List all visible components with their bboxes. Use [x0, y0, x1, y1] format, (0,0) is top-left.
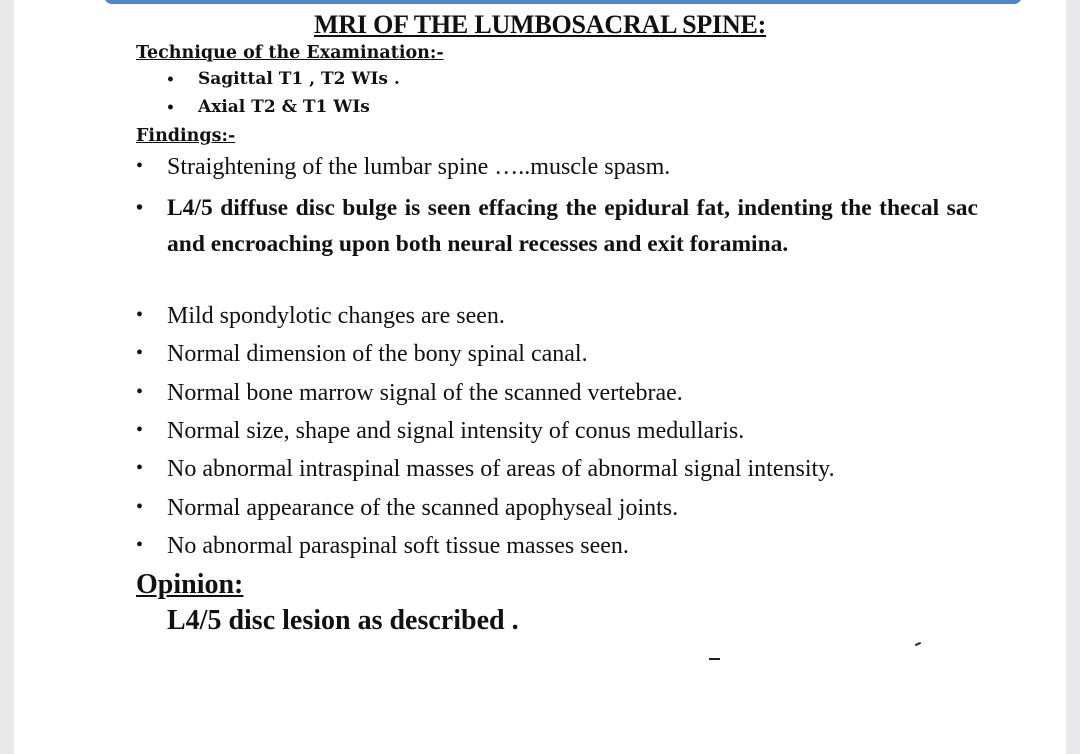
report-title: MRI OF THE LUMBOSACRAL SPINE:	[314, 10, 767, 39]
list-item	[166, 97, 370, 117]
opinion-text: L4/5 disc lesion as described .	[167, 605, 519, 636]
document-page	[14, 0, 1066, 754]
list-item-text: Normal bone marrow signal of the scanned vertebrae.	[167, 380, 683, 406]
list-item-text: L4/5 diffuse disc bulge is seen effacing the epidural fat, indenting the thecal sac and encroaching upon both neural recesses and exit foramina.	[167, 195, 978, 257]
bullet-icon: •	[136, 342, 144, 364]
bullet-icon: •	[136, 419, 144, 441]
list-item	[136, 533, 629, 560]
list-item	[136, 456, 835, 483]
bullet-icon: •	[136, 304, 144, 326]
bullet-icon: •	[166, 72, 175, 88]
list-item	[136, 303, 505, 330]
bullet-icon: •	[136, 534, 144, 556]
list-item-text: Normal dimension of the bony spinal canal.	[167, 341, 588, 367]
list-item-text: Mild spondylotic changes are seen.	[167, 303, 505, 329]
list-item-text: Axial T2 & T1 WIs	[198, 97, 370, 117]
list-item-text: Normal size, shape and signal intensity of conus medullaris.	[167, 418, 745, 444]
list-item	[136, 154, 670, 181]
list-item-text: No abnormal paraspinal soft tissue masses seen.	[167, 533, 629, 559]
stray-mark	[709, 658, 720, 660]
opinion-label: Opinion:	[136, 569, 244, 600]
bullet-icon: •	[136, 155, 144, 177]
list-item	[136, 380, 683, 407]
list-item-text: Straightening of the lumbar spine …..muscle spasm.	[167, 154, 671, 180]
list-item	[166, 69, 400, 89]
bullet-icon: •	[136, 381, 144, 403]
list-item	[136, 418, 744, 445]
list-item	[136, 495, 678, 522]
bullet-icon: •	[166, 100, 175, 116]
stray-mark	[915, 642, 921, 646]
bullet-icon: •	[136, 496, 144, 518]
findings-label: Findings:-	[136, 126, 236, 146]
viewer-top-bar	[104, 0, 1022, 4]
bullet-icon: •	[136, 197, 144, 219]
technique-label: Technique of the Examination:-	[136, 43, 444, 63]
list-item	[136, 341, 588, 368]
bullet-icon: •	[136, 457, 144, 479]
list-item-text: No abnormal intraspinal masses of areas of abnormal signal intensity.	[167, 456, 835, 482]
list-item-text: Sagittal T1 , T2 WIs .	[198, 69, 400, 89]
list-item-text: Normal appearance of the scanned apophyseal joints.	[167, 495, 679, 521]
